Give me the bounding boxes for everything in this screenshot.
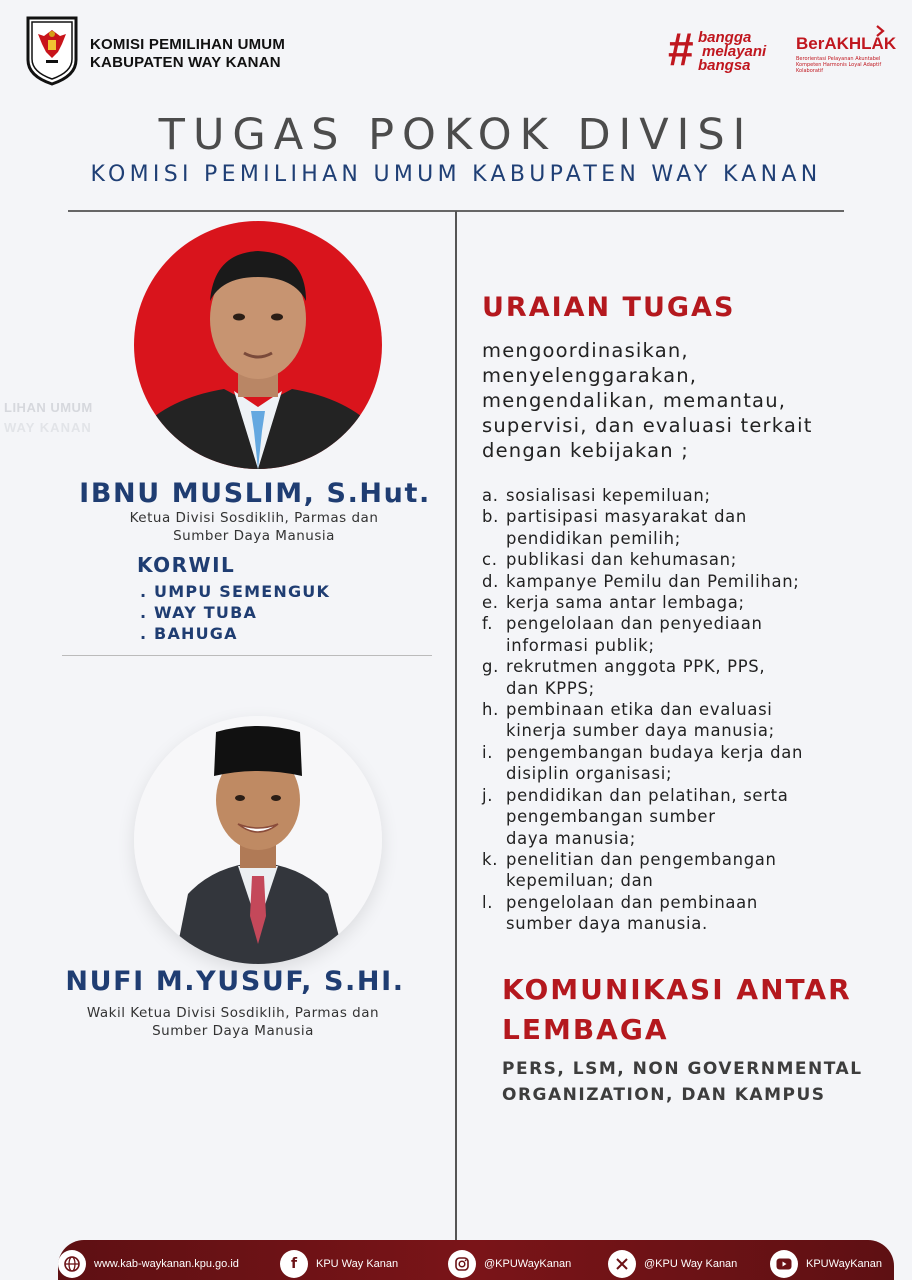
task-line: publikasi dan kehumasan; bbox=[506, 550, 737, 570]
intro-line: supervisi, dan evaluasi terkait bbox=[482, 414, 813, 437]
bangga-word: bangga bbox=[698, 29, 752, 46]
globe-icon bbox=[58, 1250, 86, 1278]
person2-photo bbox=[134, 716, 382, 964]
person1-role-line1: Ketua Divisi Sosdiklih, Parmas dan bbox=[129, 510, 379, 526]
person1-role bbox=[0, 509, 508, 545]
task-line: disiplin organisasi; bbox=[506, 764, 673, 784]
person2-name: NUFI M.YUSUF, S.HI. bbox=[65, 966, 405, 997]
footer-instagram-text: @KPUWayKanan bbox=[484, 1258, 572, 1270]
berakhlak-label: BerAKHLAK bbox=[796, 34, 897, 53]
intro-line: mengendalikan, memantau, bbox=[482, 389, 787, 412]
uraian-intro bbox=[482, 338, 902, 463]
hashtag-mark: # bbox=[668, 23, 694, 75]
task-item bbox=[482, 785, 907, 849]
task-list bbox=[482, 485, 907, 935]
task-item bbox=[482, 892, 907, 935]
youtube-icon bbox=[770, 1250, 798, 1278]
org-name-line2: KABUPATEN WAY KANAN bbox=[90, 54, 281, 71]
komunikasi-body-line1: PERS, LSM, NON GOVERNMENTAL bbox=[502, 1059, 863, 1079]
task-line: pembinaan etika dan evaluasi bbox=[506, 700, 773, 720]
task-item bbox=[482, 742, 907, 785]
task-line: penelitian dan pengembangan bbox=[506, 849, 777, 869]
footer-facebook[interactable] bbox=[280, 1250, 398, 1278]
korwil-area: . UMPU SEMENGUK bbox=[140, 582, 331, 601]
task-item bbox=[482, 849, 907, 892]
person2-role-line1: Wakil Ketua Divisi Sosdiklih, Parmas dan bbox=[86, 1005, 380, 1021]
footer-youtube[interactable] bbox=[770, 1250, 882, 1278]
task-item bbox=[482, 592, 907, 613]
column-divider bbox=[455, 211, 457, 1241]
instagram-icon bbox=[448, 1250, 476, 1278]
task-marker: j. bbox=[482, 785, 494, 805]
task-line: informasi publik; bbox=[506, 635, 655, 655]
org-name-line1: KOMISI PEMILIHAN UMUM bbox=[90, 36, 286, 53]
background-watermark-line2: WAY KANAN bbox=[4, 420, 92, 435]
task-item bbox=[482, 485, 907, 506]
footer-x[interactable] bbox=[608, 1250, 737, 1278]
page-subtitle: KOMISI PEMILIHAN UMUM KABUPATEN WAY KANAN bbox=[90, 162, 822, 187]
footer-youtube-text: KPUWayKanan bbox=[806, 1258, 883, 1270]
task-line: sumber daya manusia. bbox=[506, 914, 708, 934]
task-item bbox=[482, 506, 907, 549]
intro-line: dengan kebijakan ; bbox=[482, 439, 690, 462]
komunikasi-body-line2: ORGANIZATION, DAN KAMPUS bbox=[502, 1085, 826, 1105]
person2-role bbox=[0, 1004, 466, 1040]
footer-bar bbox=[58, 1240, 894, 1280]
person1-photo bbox=[134, 221, 382, 469]
task-line: partisipasi masyarakat dan bbox=[506, 507, 748, 527]
komunikasi-heading-line1: KOMUNIKASI ANTAR bbox=[502, 973, 852, 1006]
chevron-right-icon bbox=[874, 24, 886, 38]
task-line: pengelolaan dan pembinaan bbox=[506, 892, 759, 912]
person2-role-line2: Sumber Daya Manusia bbox=[152, 1023, 314, 1039]
task-marker: e. bbox=[482, 593, 499, 613]
task-line: dan KPPS; bbox=[506, 678, 595, 698]
footer-facebook-text: KPU Way Kanan bbox=[316, 1258, 399, 1270]
task-line: pengelolaan dan penyediaan bbox=[506, 614, 763, 634]
task-item bbox=[482, 571, 907, 592]
intro-line: menyelenggarakan, bbox=[482, 364, 698, 387]
page-title: TUGAS POKOK DIVISI bbox=[158, 110, 754, 160]
task-marker: c. bbox=[482, 550, 498, 570]
bangsa-word: bangsa bbox=[698, 57, 751, 74]
korwil-label: KORWIL bbox=[137, 553, 236, 577]
task-marker: f. bbox=[482, 614, 494, 634]
task-line: kampanye Pemilu dan Pemilihan; bbox=[506, 571, 800, 591]
berakhlak-subtext: Berorientasi Pelayanan Akuntabel Kompeten Harmonis Loyal Adaptif Kolaboratif bbox=[796, 56, 882, 74]
task-item bbox=[482, 699, 907, 742]
task-line: pengembangan budaya kerja dan bbox=[506, 742, 804, 762]
task-line: kinerja sumber daya manusia; bbox=[506, 721, 775, 741]
korwil-area: . WAY TUBA bbox=[140, 603, 258, 622]
melayani-word: melayani bbox=[702, 43, 767, 60]
task-line: kepemiluan; dan bbox=[506, 871, 654, 891]
task-line: rekrutmen anggota PPK, PPS, bbox=[506, 657, 766, 677]
task-marker: g. bbox=[482, 657, 500, 677]
task-marker: d. bbox=[482, 571, 500, 591]
intro-line: mengoordinasikan, bbox=[482, 339, 689, 362]
uraian-tugas-heading: URAIAN TUGAS bbox=[482, 292, 736, 323]
task-marker: i. bbox=[482, 742, 494, 762]
task-line: daya manusia; bbox=[506, 828, 636, 848]
person1-name: IBNU MUSLIM, S.Hut. bbox=[79, 478, 431, 509]
task-marker: k. bbox=[482, 849, 499, 869]
task-marker: l. bbox=[482, 892, 494, 912]
komunikasi-body bbox=[502, 1056, 902, 1108]
task-marker: a. bbox=[482, 486, 499, 505]
task-line: kerja sama antar lembaga; bbox=[506, 593, 745, 613]
komunikasi-heading-line2: LEMBAGA bbox=[502, 1013, 669, 1046]
task-line: pendidikan dan pelatihan, serta bbox=[506, 785, 789, 805]
x-icon bbox=[608, 1250, 636, 1278]
task-line: pendidikan pemilih; bbox=[506, 528, 681, 548]
footer-website-text: www.kab-waykanan.kpu.go.id bbox=[94, 1258, 239, 1270]
footer-website[interactable] bbox=[58, 1250, 239, 1278]
background-watermark-line1: LIHAN UMUM bbox=[4, 400, 93, 415]
task-marker: h. bbox=[482, 700, 499, 720]
bangga-melayani-bangsa-logo bbox=[668, 24, 908, 76]
task-item bbox=[482, 656, 907, 699]
task-item bbox=[482, 549, 907, 570]
footer-x-text: @KPU Way Kanan bbox=[644, 1258, 738, 1270]
komunikasi-heading bbox=[502, 970, 902, 1050]
kpu-logo bbox=[22, 14, 82, 86]
person1-role-line2: Sumber Daya Manusia bbox=[173, 528, 335, 544]
task-item bbox=[482, 613, 907, 656]
korwil-area: . BAHUGA bbox=[140, 624, 238, 643]
task-marker: b. bbox=[482, 507, 500, 527]
footer-instagram[interactable] bbox=[448, 1250, 571, 1278]
facebook-icon: f bbox=[280, 1250, 308, 1278]
task-line: sosialisasi kepemiluan; bbox=[506, 486, 711, 505]
person-divider bbox=[62, 655, 432, 656]
task-line: pengembangan sumber bbox=[506, 807, 716, 827]
